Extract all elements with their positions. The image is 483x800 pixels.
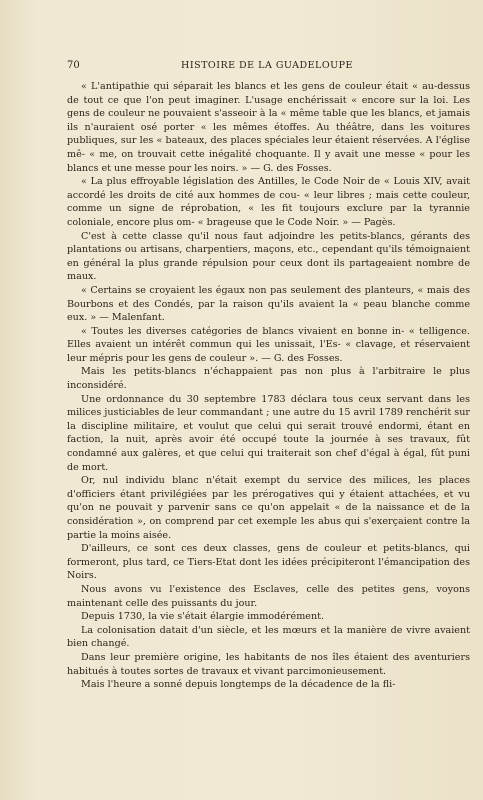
paragraph: « La plus effroyable législation des Antilles, le Code Noir de « Louis XIV, avait accordé les droits de cité aux hommes de cou- « leur libres ; mais cette couleur, comme un signe de réprobation, « les fit toujours exclure par la tyrannie coloniale, encore plus om- « brageuse que le Code Noir. » — Pagès. (67, 176, 470, 228)
paragraph: C'est à cette classe qu'il nous faut adjoindre les petits-blancs, gérants des plantations ou artisans, charpentiers, maçons, etc., cependant qu'ils témoignaient en général la plus grande répulsion pour ceux dont ils partageaient nombre de maux. (67, 230, 470, 283)
paragraph: La colonisation datait d'un siècle, et les mœurs et la manière de vivre avaient bien changé. (67, 624, 470, 650)
paragraph: Or, nul individu blanc n'était exempt du service des milices, les places d'officiers étant privilégiées par les prérogatives qui y étaient attachées, et vu qu'on ne pouvait y parvenir sans ce qu'on appelait « de la naissance et de la considération », on comprend par cet exemple les abus qui s'exerçaient contre la partie la moins aisée. (67, 475, 470, 541)
paragraph: « Toutes les diverses catégories de blancs vivaient en bonne in- « telligence. Elles avaient un intérêt commun qui les unissait, l'Es- « clavage, et réservaient leur mépris pour les gens de couleur ». — G. des Fosses. (67, 325, 470, 364)
page-body (67, 80, 470, 692)
page-number: 70 (67, 60, 80, 71)
paragraph: Mais les petits-blancs n'échappaient pas non plus à l'arbitraire le plus inconsidéré. (67, 366, 470, 392)
paragraph: Depuis 1730, la vie s'était élargie immodérément. (81, 611, 325, 623)
paragraph: Dans leur première origine, les habitants de nos îles étaient des aventuriers habitués à toutes sortes de travaux et vivant parcimonieusement. (67, 651, 470, 677)
running-head: HISTOIRE DE LA GUADELOUPE (181, 60, 353, 71)
paragraph: Une ordonnance du 30 septembre 1783 déclara tous ceux servant dans les milices justiciables de leur commandant ; une autre du 15 avril 1789 renchérit sur la discipline militaire, et voulut que celui qui serait trouvé endormi, étant en faction, la nuit, après avoir été occupé toute la journée à ses travaux, fût condamné aux galères, et que celui qui traiterait son chef d'égal à égal, fût puni de mort. (67, 393, 470, 473)
paragraph: « L'antipathie qui séparait les blancs et les gens de couleur était « au-dessus de tout ce que l'on peut imaginer. L'usage enchérissait « encore sur la loi. Les gens de couleur ne pouvaient s'asseoir à la « même table que les blancs, et jamais ils n'auraient osé porter « les mêmes étoffes. Au théâtre, dans les voitures publiques, sur les « bateaux, des places spéciales leur étaient réservées. A l'église mê- « me, on trouvait cette inégalité choquante. Il y avait une messe « pour les blancs et une messe pour les noirs. » — G. des Fosses. (67, 81, 470, 174)
page-header (67, 60, 467, 74)
paragraph: Mais l'heure a sonné depuis longtemps de la décadence de la fli- (81, 679, 396, 691)
paragraph: « Certains se croyaient les égaux non pas seulement des planteurs, « mais des Bourbons et des Condés, par la raison qu'ils avaient la « peau blanche comme eux. » — Malenfant. (67, 284, 470, 324)
paragraph: Nous avons vu l'existence des Esclaves, celle des petites gens, voyons maintenant celle des puissants du jour. (67, 583, 470, 609)
paragraph: D'ailleurs, ce sont ces deux classes, gens de couleur et petits-blancs, qui formeront, plus tard, ce Tiers-Etat dont les idées précipiteront l'émancipation des Noirs. (67, 543, 470, 582)
